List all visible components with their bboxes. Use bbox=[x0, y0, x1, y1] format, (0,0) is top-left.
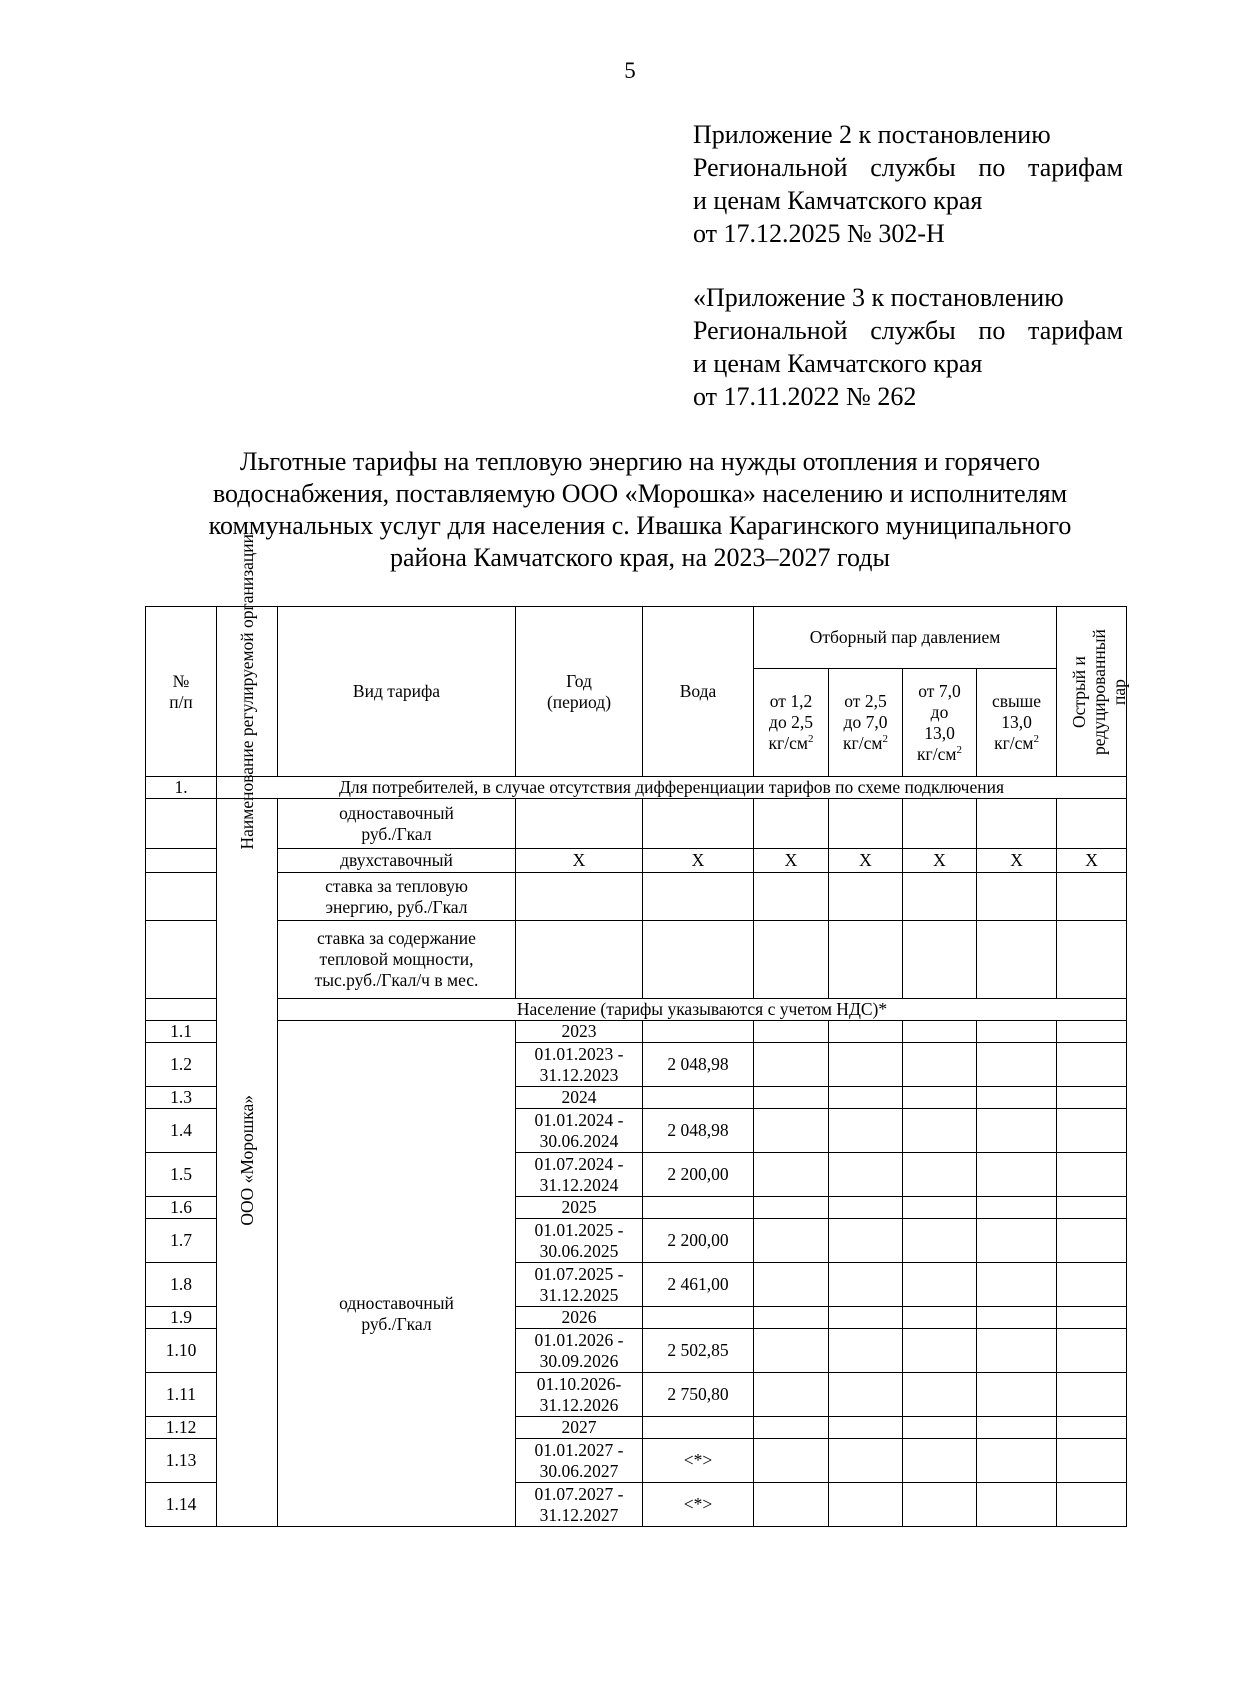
header-steam-col-2: от 2,5 до 7,0 $кг/см^2$ bbox=[829, 669, 903, 777]
appendix-line: и ценам Камчатского края bbox=[693, 349, 983, 378]
empty-cell bbox=[977, 1197, 1057, 1219]
empty-cell bbox=[977, 1021, 1057, 1043]
period-cell: 01.01.2024 - 30.06.2024 bbox=[516, 1109, 643, 1153]
empty-cell bbox=[829, 1043, 903, 1087]
header-tariff-type: Вид тарифа bbox=[278, 607, 516, 777]
empty-cell bbox=[903, 1021, 977, 1043]
empty-cell bbox=[829, 1307, 903, 1329]
empty-cell bbox=[1057, 1109, 1127, 1153]
period-cell: 01.01.2027 - 30.06.2027 bbox=[516, 1439, 643, 1483]
population-tariff-type: одноставочный руб./Гкал bbox=[278, 1021, 516, 1527]
water-tariff-value bbox=[643, 1087, 754, 1109]
row-num bbox=[146, 849, 217, 873]
empty-cell bbox=[754, 1197, 829, 1219]
period-cell: 01.01.2025 - 30.06.2025 bbox=[516, 1219, 643, 1263]
empty-cell bbox=[754, 1329, 829, 1373]
empty-cell bbox=[903, 1219, 977, 1263]
header-steam-col-1: от 1,2 до 2,5 $кг/см^2$ bbox=[754, 669, 829, 777]
empty-cell bbox=[829, 1329, 903, 1373]
section-num: 1. bbox=[146, 777, 217, 799]
row-num: 1.13 bbox=[146, 1439, 217, 1483]
appendix-line: от 17.11.2022 № 262 bbox=[693, 382, 917, 411]
empty-cell bbox=[754, 1263, 829, 1307]
empty-cell bbox=[1057, 1329, 1127, 1373]
period-cell: 01.01.2023 - 31.12.2023 bbox=[516, 1043, 643, 1087]
empty-cell bbox=[977, 1417, 1057, 1439]
row-num: 1.5 bbox=[146, 1153, 217, 1197]
header-water: Вода bbox=[643, 607, 754, 777]
x-mark: Х bbox=[754, 849, 829, 873]
appendix-line: Региональной службы по тарифам bbox=[693, 316, 1123, 345]
x-mark: Х bbox=[829, 849, 903, 873]
empty-cell bbox=[903, 1197, 977, 1219]
header-num: № п/п bbox=[146, 607, 217, 777]
title-line: Льготные тарифы на тепловую энергию на нужды отопления и горячего bbox=[239, 447, 1041, 476]
empty-cell bbox=[1057, 1153, 1127, 1197]
period-cell: 01.07.2025 - 31.12.2025 bbox=[516, 1263, 643, 1307]
period-cell: 01.01.2026 - 30.09.2026 bbox=[516, 1329, 643, 1373]
empty-cell bbox=[829, 1439, 903, 1483]
empty-cell bbox=[829, 1087, 903, 1109]
section-title: Для потребителей, в случае отсутствия дифференциации тарифов по схеме подключения bbox=[217, 777, 1127, 799]
org-name-cell bbox=[217, 799, 278, 1527]
empty-cell bbox=[829, 1373, 903, 1417]
empty-cell bbox=[977, 1483, 1057, 1527]
appendix-line: «Приложение 3 к постановлению bbox=[693, 283, 1064, 312]
row-num: 1.7 bbox=[146, 1219, 217, 1263]
x-mark: Х bbox=[643, 849, 754, 873]
water-tariff-value bbox=[643, 1417, 754, 1439]
empty-cell bbox=[1057, 1021, 1127, 1043]
population-header: Население (тарифы указываются с учетом НДС)* bbox=[278, 999, 1127, 1021]
empty-cell bbox=[903, 1417, 977, 1439]
empty-cell bbox=[829, 1021, 903, 1043]
row-num bbox=[146, 999, 217, 1021]
header-sharp-steam: Острый и редуцированный пар bbox=[1057, 607, 1127, 777]
header-steam-group: Отборный пар давлением bbox=[754, 607, 1057, 669]
water-tariff-value: 2 502,85 bbox=[643, 1329, 754, 1373]
empty-cell bbox=[754, 1043, 829, 1087]
header-org: Наименование регулируемой организации bbox=[217, 607, 278, 777]
empty-cell bbox=[754, 1373, 829, 1417]
empty-cell bbox=[903, 1373, 977, 1417]
header-year: Год (период) bbox=[516, 607, 643, 777]
row-num: 1.11 bbox=[146, 1373, 217, 1417]
empty-cell bbox=[754, 1219, 829, 1263]
appendix-header bbox=[693, 118, 1123, 250]
empty-cell bbox=[977, 1043, 1057, 1087]
title-line: района Камчатского края, на 2023–2027 годы bbox=[390, 543, 890, 572]
water-tariff-value: <*> bbox=[643, 1483, 754, 1527]
water-tariff-value bbox=[643, 1021, 754, 1043]
empty-cell bbox=[1057, 1417, 1127, 1439]
row-num: 1.9 bbox=[146, 1307, 217, 1329]
period-cell: 01.07.2027 - 31.12.2027 bbox=[516, 1483, 643, 1527]
row-num: 1.8 bbox=[146, 1263, 217, 1307]
empty-cell bbox=[1057, 1219, 1127, 1263]
row-num: 1.10 bbox=[146, 1329, 217, 1373]
row-num: 1.2 bbox=[146, 1043, 217, 1087]
water-tariff-value: 2 750,80 bbox=[643, 1373, 754, 1417]
empty-cell bbox=[1057, 1043, 1127, 1087]
x-mark: Х bbox=[903, 849, 977, 873]
empty-cell bbox=[977, 1219, 1057, 1263]
empty-cell bbox=[1057, 1087, 1127, 1109]
page-number: 5 bbox=[624, 58, 636, 83]
header-steam-col-3: от 7,0 до 13,0 $кг/см^2$ bbox=[903, 669, 977, 777]
period-cell: 01.07.2024 - 31.12.2024 bbox=[516, 1153, 643, 1197]
empty-cell bbox=[977, 1439, 1057, 1483]
empty-cell bbox=[754, 1021, 829, 1043]
empty-cell bbox=[754, 1087, 829, 1109]
appendix-line: от 17.12.2025 № 302-Н bbox=[693, 219, 945, 248]
empty-cell bbox=[1057, 1439, 1127, 1483]
empty-cell bbox=[903, 1329, 977, 1373]
empty-cell bbox=[754, 1417, 829, 1439]
row-num: 1.1 bbox=[146, 1021, 217, 1043]
period-cell: 2024 bbox=[516, 1087, 643, 1109]
appendix-line: Приложение 2 к постановлению bbox=[693, 120, 1051, 149]
water-tariff-value: 2 048,98 bbox=[643, 1109, 754, 1153]
empty-cell bbox=[903, 1109, 977, 1153]
water-tariff-value bbox=[643, 1307, 754, 1329]
empty-cell bbox=[903, 1263, 977, 1307]
water-tariff-value bbox=[643, 1197, 754, 1219]
empty-cell bbox=[1057, 1373, 1127, 1417]
period-cell: 2027 bbox=[516, 1417, 643, 1439]
row-num bbox=[146, 799, 217, 849]
water-tariff-value: 2 048,98 bbox=[643, 1043, 754, 1087]
appendix-line: Региональной службы по тарифам bbox=[693, 153, 1123, 182]
empty-cell bbox=[903, 1483, 977, 1527]
water-tariff-value: 2 200,00 bbox=[643, 1153, 754, 1197]
empty-cell bbox=[977, 1109, 1057, 1153]
empty-cell bbox=[829, 1197, 903, 1219]
empty-cell bbox=[1057, 1307, 1127, 1329]
appendix-line: и ценам Камчатского края bbox=[693, 186, 983, 215]
empty-cell bbox=[903, 1087, 977, 1109]
empty-cell bbox=[754, 1483, 829, 1527]
empty-cell bbox=[903, 1043, 977, 1087]
empty-cell bbox=[1057, 1197, 1127, 1219]
row-num: 1.4 bbox=[146, 1109, 217, 1153]
period-cell: 2026 bbox=[516, 1307, 643, 1329]
row-num: 1.12 bbox=[146, 1417, 217, 1439]
empty-cell bbox=[829, 1263, 903, 1307]
empty-cell bbox=[903, 1439, 977, 1483]
empty-cell bbox=[829, 1417, 903, 1439]
period-cell: 2025 bbox=[516, 1197, 643, 1219]
empty-cell bbox=[754, 1439, 829, 1483]
energy-rate: ставка за тепловую энергию, руб./Гкал bbox=[278, 873, 516, 921]
empty-cell bbox=[977, 1373, 1057, 1417]
empty-cell bbox=[754, 1153, 829, 1197]
empty-cell bbox=[829, 1219, 903, 1263]
row-num bbox=[146, 873, 217, 921]
row-num bbox=[146, 921, 217, 999]
empty-cell bbox=[1057, 1263, 1127, 1307]
appendix-original bbox=[693, 281, 1123, 413]
row-num: 1.6 bbox=[146, 1197, 217, 1219]
title-line: водоснабжения, поставляемую ООО «Морошка» населению и исполнителям bbox=[212, 479, 1068, 508]
empty-cell bbox=[977, 1263, 1057, 1307]
period-cell: 2023 bbox=[516, 1021, 643, 1043]
title-line: коммунальных услуг для населения с. Ивашка Карагинского муниципального bbox=[208, 511, 1072, 540]
row-num: 1.3 bbox=[146, 1087, 217, 1109]
water-tariff-value: 2 200,00 bbox=[643, 1219, 754, 1263]
empty-cell bbox=[754, 1109, 829, 1153]
water-tariff-value: 2 461,00 bbox=[643, 1263, 754, 1307]
x-mark: Х bbox=[977, 849, 1057, 873]
empty-cell bbox=[829, 1483, 903, 1527]
empty-cell bbox=[829, 1153, 903, 1197]
empty-cell bbox=[977, 1307, 1057, 1329]
row-num: 1.14 bbox=[146, 1483, 217, 1527]
tariff-one-part: одноставочный руб./Гкал bbox=[278, 799, 516, 849]
tariff-two-part: двухставочный bbox=[278, 849, 516, 873]
x-mark: Х bbox=[1057, 849, 1127, 873]
x-mark: Х bbox=[516, 849, 643, 873]
empty-cell bbox=[903, 1153, 977, 1197]
document-title bbox=[140, 446, 1140, 574]
empty-cell bbox=[829, 1109, 903, 1153]
period-cell: 01.10.2026- 31.12.2026 bbox=[516, 1373, 643, 1417]
empty-cell bbox=[1057, 1483, 1127, 1527]
header-steam-col-4: свыше 13,0 $кг/см^2$ bbox=[977, 669, 1057, 777]
empty-cell bbox=[977, 1329, 1057, 1373]
capacity-rate: ставка за содержание тепловой мощности, тыс.руб./Гкал/ч в мес. bbox=[278, 921, 516, 999]
empty-cell bbox=[977, 1087, 1057, 1109]
org-name: ООО «Морошка» bbox=[237, 1094, 257, 1226]
empty-cell bbox=[903, 1307, 977, 1329]
empty-cell bbox=[754, 1307, 829, 1329]
water-tariff-value: <*> bbox=[643, 1439, 754, 1483]
empty-cell bbox=[977, 1153, 1057, 1197]
